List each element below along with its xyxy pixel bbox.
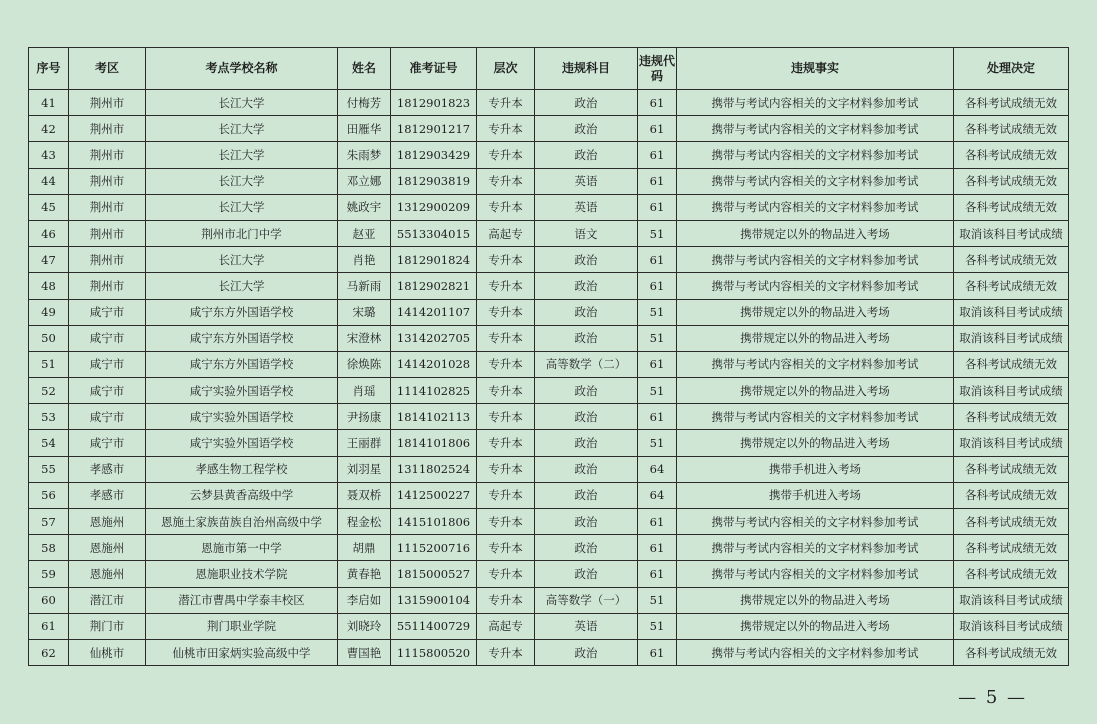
cell-ticket-number: 1812901824 [391,247,477,273]
cell-decision: 取消该科目考试成绩 [954,378,1069,404]
cell-subject: 高等数学（二） [535,351,638,377]
cell-ticket-number: 1412500227 [391,482,477,508]
cell-name: 姚政宇 [338,194,391,220]
cell-level: 高起专 [477,613,535,639]
cell-exam-area: 咸宁市 [69,404,146,430]
cell-subject: 政治 [535,273,638,299]
table-row [29,168,1069,194]
cell-violation-code: 61 [638,535,677,561]
cell-subject: 政治 [535,430,638,456]
cell-seq: 58 [29,535,69,561]
cell-school-name: 长江大学 [146,116,338,142]
cell-exam-area: 咸宁市 [69,378,146,404]
cell-exam-area: 孝感市 [69,456,146,482]
table-row [29,142,1069,168]
cell-violation-code: 51 [638,613,677,639]
cell-level: 高起专 [477,220,535,246]
cell-exam-area: 恩施州 [69,535,146,561]
cell-decision: 各科考试成绩无效 [954,456,1069,482]
cell-violation-code: 61 [638,142,677,168]
cell-seq: 43 [29,142,69,168]
cell-seq: 52 [29,378,69,404]
table-row [29,482,1069,508]
cell-violation-fact: 携带手机进入考场 [677,456,954,482]
cell-violation-code: 61 [638,90,677,116]
cell-violation-code: 51 [638,299,677,325]
cell-ticket-number: 1114102825 [391,378,477,404]
cell-subject: 语文 [535,220,638,246]
cell-violation-fact: 携带与考试内容相关的文字材料参加考试 [677,639,954,665]
header-seq: 序号 [29,48,69,90]
cell-seq: 44 [29,168,69,194]
cell-violation-fact: 携带规定以外的物品进入考场 [677,587,954,613]
header-violation-code: 违规代码 [638,48,677,90]
cell-subject: 政治 [535,639,638,665]
cell-school-name: 长江大学 [146,142,338,168]
cell-name: 聂双桥 [338,482,391,508]
cell-decision: 取消该科目考试成绩 [954,613,1069,639]
cell-exam-area: 荆州市 [69,247,146,273]
cell-ticket-number: 1812901823 [391,90,477,116]
header-subject: 违规科目 [535,48,638,90]
cell-subject: 政治 [535,325,638,351]
cell-violation-code: 61 [638,194,677,220]
header-violation-fact: 违规事实 [677,48,954,90]
cell-school-name: 恩施市第一中学 [146,535,338,561]
page-number: — 5 — [958,687,1027,708]
cell-subject: 政治 [535,142,638,168]
cell-decision: 取消该科目考试成绩 [954,325,1069,351]
cell-subject: 高等数学（一） [535,587,638,613]
cell-name: 邓立娜 [338,168,391,194]
cell-school-name: 咸宁东方外国语学校 [146,325,338,351]
cell-school-name: 咸宁实验外国语学校 [146,378,338,404]
cell-seq: 55 [29,456,69,482]
table-row [29,535,1069,561]
cell-school-name: 潜江市曹禺中学泰丰校区 [146,587,338,613]
cell-ticket-number: 1312900209 [391,194,477,220]
header-decision: 处理决定 [954,48,1069,90]
cell-seq: 46 [29,220,69,246]
table-row [29,90,1069,116]
cell-exam-area: 荆州市 [69,142,146,168]
cell-subject: 英语 [535,168,638,194]
cell-subject: 英语 [535,194,638,220]
cell-seq: 47 [29,247,69,273]
cell-seq: 56 [29,482,69,508]
table-row [29,351,1069,377]
cell-decision: 各科考试成绩无效 [954,482,1069,508]
cell-subject: 政治 [535,116,638,142]
cell-violation-code: 64 [638,456,677,482]
cell-level: 专升本 [477,430,535,456]
cell-violation-fact: 携带与考试内容相关的文字材料参加考试 [677,351,954,377]
cell-school-name: 恩施职业技术学院 [146,561,338,587]
cell-violation-fact: 携带规定以外的物品进入考场 [677,299,954,325]
cell-level: 专升本 [477,299,535,325]
cell-name: 赵亚 [338,220,391,246]
cell-level: 专升本 [477,194,535,220]
cell-level: 专升本 [477,404,535,430]
cell-subject: 政治 [535,378,638,404]
cell-ticket-number: 1115200716 [391,535,477,561]
cell-school-name: 荆门职业学院 [146,613,338,639]
violations-table-container [28,47,1068,666]
table-row [29,613,1069,639]
table-header-row [29,48,1069,90]
cell-violation-code: 61 [638,168,677,194]
cell-school-name: 咸宁实验外国语学校 [146,404,338,430]
cell-exam-area: 荆州市 [69,168,146,194]
cell-seq: 53 [29,404,69,430]
cell-ticket-number: 5511400729 [391,613,477,639]
cell-level: 专升本 [477,247,535,273]
cell-violation-code: 61 [638,273,677,299]
cell-level: 专升本 [477,509,535,535]
cell-level: 专升本 [477,482,535,508]
cell-decision: 各科考试成绩无效 [954,509,1069,535]
cell-ticket-number: 1812901217 [391,116,477,142]
cell-subject: 政治 [535,247,638,273]
cell-school-name: 长江大学 [146,247,338,273]
table-body [29,90,1069,666]
cell-exam-area: 荆州市 [69,273,146,299]
cell-violation-code: 51 [638,325,677,351]
cell-exam-area: 仙桃市 [69,639,146,665]
cell-level: 专升本 [477,90,535,116]
cell-name: 宋璐 [338,299,391,325]
cell-name: 徐焕陈 [338,351,391,377]
cell-name: 宋澄林 [338,325,391,351]
cell-school-name: 咸宁东方外国语学校 [146,351,338,377]
cell-ticket-number: 1311802524 [391,456,477,482]
cell-violation-fact: 携带规定以外的物品进入考场 [677,378,954,404]
cell-decision: 各科考试成绩无效 [954,247,1069,273]
cell-subject: 英语 [535,613,638,639]
cell-violation-fact: 携带规定以外的物品进入考场 [677,220,954,246]
cell-decision: 各科考试成绩无效 [954,168,1069,194]
cell-school-name: 长江大学 [146,168,338,194]
cell-seq: 49 [29,299,69,325]
cell-violation-fact: 携带规定以外的物品进入考场 [677,325,954,351]
cell-ticket-number: 1812903429 [391,142,477,168]
cell-seq: 51 [29,351,69,377]
cell-violation-code: 51 [638,430,677,456]
table-row [29,299,1069,325]
table-row [29,509,1069,535]
cell-exam-area: 荆州市 [69,220,146,246]
cell-violation-fact: 携带与考试内容相关的文字材料参加考试 [677,116,954,142]
cell-decision: 取消该科目考试成绩 [954,220,1069,246]
cell-ticket-number: 1814101806 [391,430,477,456]
cell-exam-area: 恩施州 [69,561,146,587]
cell-ticket-number: 1115800520 [391,639,477,665]
cell-ticket-number: 1815000527 [391,561,477,587]
cell-level: 专升本 [477,535,535,561]
table-row [29,430,1069,456]
cell-school-name: 长江大学 [146,90,338,116]
cell-name: 王丽群 [338,430,391,456]
cell-exam-area: 荆州市 [69,194,146,220]
cell-exam-area: 咸宁市 [69,351,146,377]
header-exam-area: 考区 [69,48,146,90]
cell-seq: 42 [29,116,69,142]
cell-name: 程金松 [338,509,391,535]
cell-violation-code: 61 [638,351,677,377]
table-row [29,325,1069,351]
cell-violation-fact: 携带手机进入考场 [677,482,954,508]
cell-school-name: 恩施土家族苗族自治州高级中学 [146,509,338,535]
cell-level: 专升本 [477,168,535,194]
cell-ticket-number: 1812902821 [391,273,477,299]
cell-exam-area: 恩施州 [69,509,146,535]
cell-decision: 各科考试成绩无效 [954,194,1069,220]
cell-decision: 各科考试成绩无效 [954,561,1069,587]
cell-seq: 50 [29,325,69,351]
cell-school-name: 云梦县黄香高级中学 [146,482,338,508]
cell-decision: 各科考试成绩无效 [954,351,1069,377]
table-row [29,247,1069,273]
table-row [29,404,1069,430]
cell-decision: 各科考试成绩无效 [954,535,1069,561]
cell-school-name: 咸宁东方外国语学校 [146,299,338,325]
cell-name: 李启如 [338,587,391,613]
table-row [29,561,1069,587]
cell-name: 尹扬康 [338,404,391,430]
table-row [29,639,1069,665]
cell-violation-fact: 携带与考试内容相关的文字材料参加考试 [677,509,954,535]
cell-decision: 各科考试成绩无效 [954,90,1069,116]
cell-ticket-number: 1314202705 [391,325,477,351]
cell-name: 朱雨梦 [338,142,391,168]
table-row [29,220,1069,246]
cell-violation-fact: 携带与考试内容相关的文字材料参加考试 [677,168,954,194]
cell-violation-fact: 携带与考试内容相关的文字材料参加考试 [677,142,954,168]
cell-level: 专升本 [477,587,535,613]
cell-violation-code: 51 [638,220,677,246]
cell-violation-fact: 携带与考试内容相关的文字材料参加考试 [677,273,954,299]
cell-violation-fact: 携带与考试内容相关的文字材料参加考试 [677,404,954,430]
table-row [29,273,1069,299]
cell-name: 肖艳 [338,247,391,273]
cell-ticket-number: 1414201107 [391,299,477,325]
cell-decision: 各科考试成绩无效 [954,404,1069,430]
cell-violation-fact: 携带与考试内容相关的文字材料参加考试 [677,194,954,220]
cell-school-name: 孝感生物工程学校 [146,456,338,482]
cell-subject: 政治 [535,482,638,508]
cell-decision: 各科考试成绩无效 [954,639,1069,665]
cell-violation-fact: 携带与考试内容相关的文字材料参加考试 [677,247,954,273]
table-row [29,116,1069,142]
cell-name: 曹国艳 [338,639,391,665]
cell-level: 专升本 [477,456,535,482]
cell-seq: 57 [29,509,69,535]
cell-violation-code: 64 [638,482,677,508]
cell-subject: 政治 [535,90,638,116]
table-row [29,194,1069,220]
cell-decision: 取消该科目考试成绩 [954,430,1069,456]
cell-subject: 政治 [535,509,638,535]
cell-level: 专升本 [477,561,535,587]
cell-violation-fact: 携带与考试内容相关的文字材料参加考试 [677,90,954,116]
cell-ticket-number: 1315900104 [391,587,477,613]
cell-name: 付梅芳 [338,90,391,116]
cell-seq: 60 [29,587,69,613]
header-name: 姓名 [338,48,391,90]
cell-violation-fact: 携带与考试内容相关的文字材料参加考试 [677,561,954,587]
cell-exam-area: 荆州市 [69,90,146,116]
cell-exam-area: 荆门市 [69,613,146,639]
cell-decision: 取消该科目考试成绩 [954,587,1069,613]
cell-school-name: 仙桃市田家炳实验高级中学 [146,639,338,665]
cell-school-name: 荆州市北门中学 [146,220,338,246]
cell-level: 专升本 [477,116,535,142]
cell-school-name: 咸宁实验外国语学校 [146,430,338,456]
cell-name: 胡鼎 [338,535,391,561]
violations-table [28,47,1069,666]
cell-exam-area: 孝感市 [69,482,146,508]
cell-violation-code: 61 [638,561,677,587]
cell-ticket-number: 1414201028 [391,351,477,377]
cell-seq: 41 [29,90,69,116]
table-row [29,587,1069,613]
cell-ticket-number: 1812903819 [391,168,477,194]
cell-subject: 政治 [535,456,638,482]
cell-seq: 59 [29,561,69,587]
cell-subject: 政治 [535,404,638,430]
cell-ticket-number: 1415101806 [391,509,477,535]
cell-exam-area: 荆州市 [69,116,146,142]
cell-subject: 政治 [535,535,638,561]
cell-violation-fact: 携带与考试内容相关的文字材料参加考试 [677,535,954,561]
cell-violation-code: 61 [638,116,677,142]
header-level: 层次 [477,48,535,90]
cell-level: 专升本 [477,273,535,299]
cell-seq: 48 [29,273,69,299]
table-row [29,456,1069,482]
header-ticket-number: 准考证号 [391,48,477,90]
cell-level: 专升本 [477,351,535,377]
cell-exam-area: 潜江市 [69,587,146,613]
cell-violation-code: 61 [638,404,677,430]
cell-decision: 各科考试成绩无效 [954,142,1069,168]
cell-level: 专升本 [477,378,535,404]
cell-name: 田雁华 [338,116,391,142]
cell-level: 专升本 [477,325,535,351]
cell-ticket-number: 1814102113 [391,404,477,430]
cell-seq: 61 [29,613,69,639]
cell-name: 刘晓玲 [338,613,391,639]
cell-name: 马新雨 [338,273,391,299]
cell-school-name: 长江大学 [146,273,338,299]
cell-name: 黄春艳 [338,561,391,587]
cell-seq: 45 [29,194,69,220]
cell-exam-area: 咸宁市 [69,299,146,325]
cell-exam-area: 咸宁市 [69,430,146,456]
cell-ticket-number: 5513304015 [391,220,477,246]
cell-violation-code: 61 [638,639,677,665]
cell-decision: 各科考试成绩无效 [954,116,1069,142]
cell-name: 肖瑶 [338,378,391,404]
cell-level: 专升本 [477,142,535,168]
cell-seq: 62 [29,639,69,665]
cell-level: 专升本 [477,639,535,665]
cell-violation-code: 51 [638,378,677,404]
cell-violation-fact: 携带规定以外的物品进入考场 [677,613,954,639]
cell-violation-code: 61 [638,509,677,535]
table-row [29,378,1069,404]
header-school-name: 考点学校名称 [146,48,338,90]
cell-violation-code: 51 [638,587,677,613]
cell-exam-area: 咸宁市 [69,325,146,351]
cell-violation-fact: 携带规定以外的物品进入考场 [677,430,954,456]
cell-subject: 政治 [535,299,638,325]
cell-decision: 各科考试成绩无效 [954,273,1069,299]
cell-decision: 取消该科目考试成绩 [954,299,1069,325]
cell-name: 刘羽星 [338,456,391,482]
cell-violation-code: 61 [638,247,677,273]
cell-subject: 政治 [535,561,638,587]
cell-school-name: 长江大学 [146,194,338,220]
cell-seq: 54 [29,430,69,456]
